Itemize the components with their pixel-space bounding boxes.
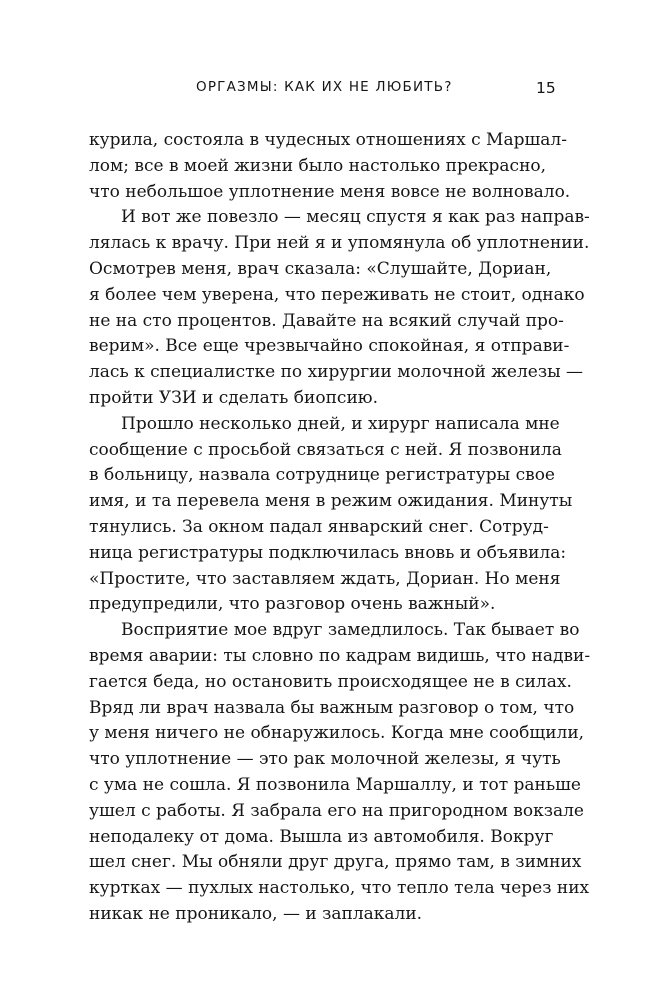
text-line: я более чем уверена, что переживать не стоит, однако	[89, 284, 585, 305]
text-line: имя, и та перевела меня в режим ожидания. Минуты	[89, 491, 573, 512]
paragraph-first-line: Восприятие мое вдруг замедлилось. Так бывает во	[121, 620, 580, 641]
text-line: курила, состояла в чудесных отношениях с Маршал-	[89, 130, 567, 150]
text-line: Осмотрев меня, врач сказала: «Слушайте, Дориан,	[89, 258, 552, 279]
page-number: 15	[536, 79, 556, 97]
text-line: сообщение с просьбой связаться с ней. Я позвонила	[89, 439, 562, 460]
text-line: шел снег. Мы обняли друг друга, прямо там, в зимних	[89, 852, 582, 873]
paragraph-first-line: И вот же повезло — месяц спустя я как раз направ-	[121, 207, 590, 228]
text-line: предупредили, что разговор очень важный».	[89, 594, 496, 615]
text-line: лась к специалистке по хирургии молочной железы —	[89, 362, 584, 383]
text-line: Вряд ли врач назвала бы важным разговор о том, что	[89, 697, 575, 718]
text-line: время аварии: ты словно по кадрам видишь, что надви-	[89, 645, 591, 666]
paragraph-first-line: Прошло несколько дней, и хирург написала мне	[121, 413, 560, 434]
text-line: ушел с работы. Я забрала его на пригородном вокзале	[89, 800, 584, 821]
body-text	[89, 128, 591, 928]
text-line: никак не проникало, — и заплакали.	[89, 903, 423, 924]
text-line: у меня ничего не обнаружилось. Когда мне сообщили,	[89, 723, 585, 744]
text-line: лом; все в моей жизни было настолько прекрасно,	[89, 155, 547, 176]
text-line: лялась к врачу. При ней я и упомянула об уплотнении.	[89, 233, 590, 254]
text-line: куртках — пухлых настолько, что тепло тела через них	[89, 878, 590, 899]
text-line: «Простите, что заставляем ждать, Дориан. Но меня	[89, 568, 561, 589]
text-line: ница регистратуры подключилась вновь и объявила:	[89, 542, 567, 563]
text-line: гается беда, но остановить происходящее не в силах.	[89, 671, 572, 692]
text-line: не на сто процентов. Давайте на всякий случай про-	[89, 310, 564, 331]
text-line: что уплотнение — это рак молочной железы, я чуть	[89, 749, 561, 770]
running-title: ОРГАЗМЫ: КАК ИХ НЕ ЛЮБИТЬ?	[196, 79, 453, 95]
text-line: пройти УЗИ и сделать биопсию.	[89, 387, 378, 408]
text-line: с ума не сошла. Я позвонила Маршаллу, и тот раньше	[89, 774, 581, 795]
text-line: неподалеку от дома. Вышла из автомобиля. Вокруг	[89, 826, 554, 847]
text-line: тянулись. За окном падал январский снег. Сотруд-	[89, 516, 549, 537]
text-line: в больницу, назвала сотруднице регистратуры свое	[89, 465, 555, 486]
text-line: верим». Все еще чрезвычайно спокойная, я отправи-	[89, 336, 570, 357]
text-line: что небольшое уплотнение меня вовсе не волновало.	[89, 181, 571, 202]
